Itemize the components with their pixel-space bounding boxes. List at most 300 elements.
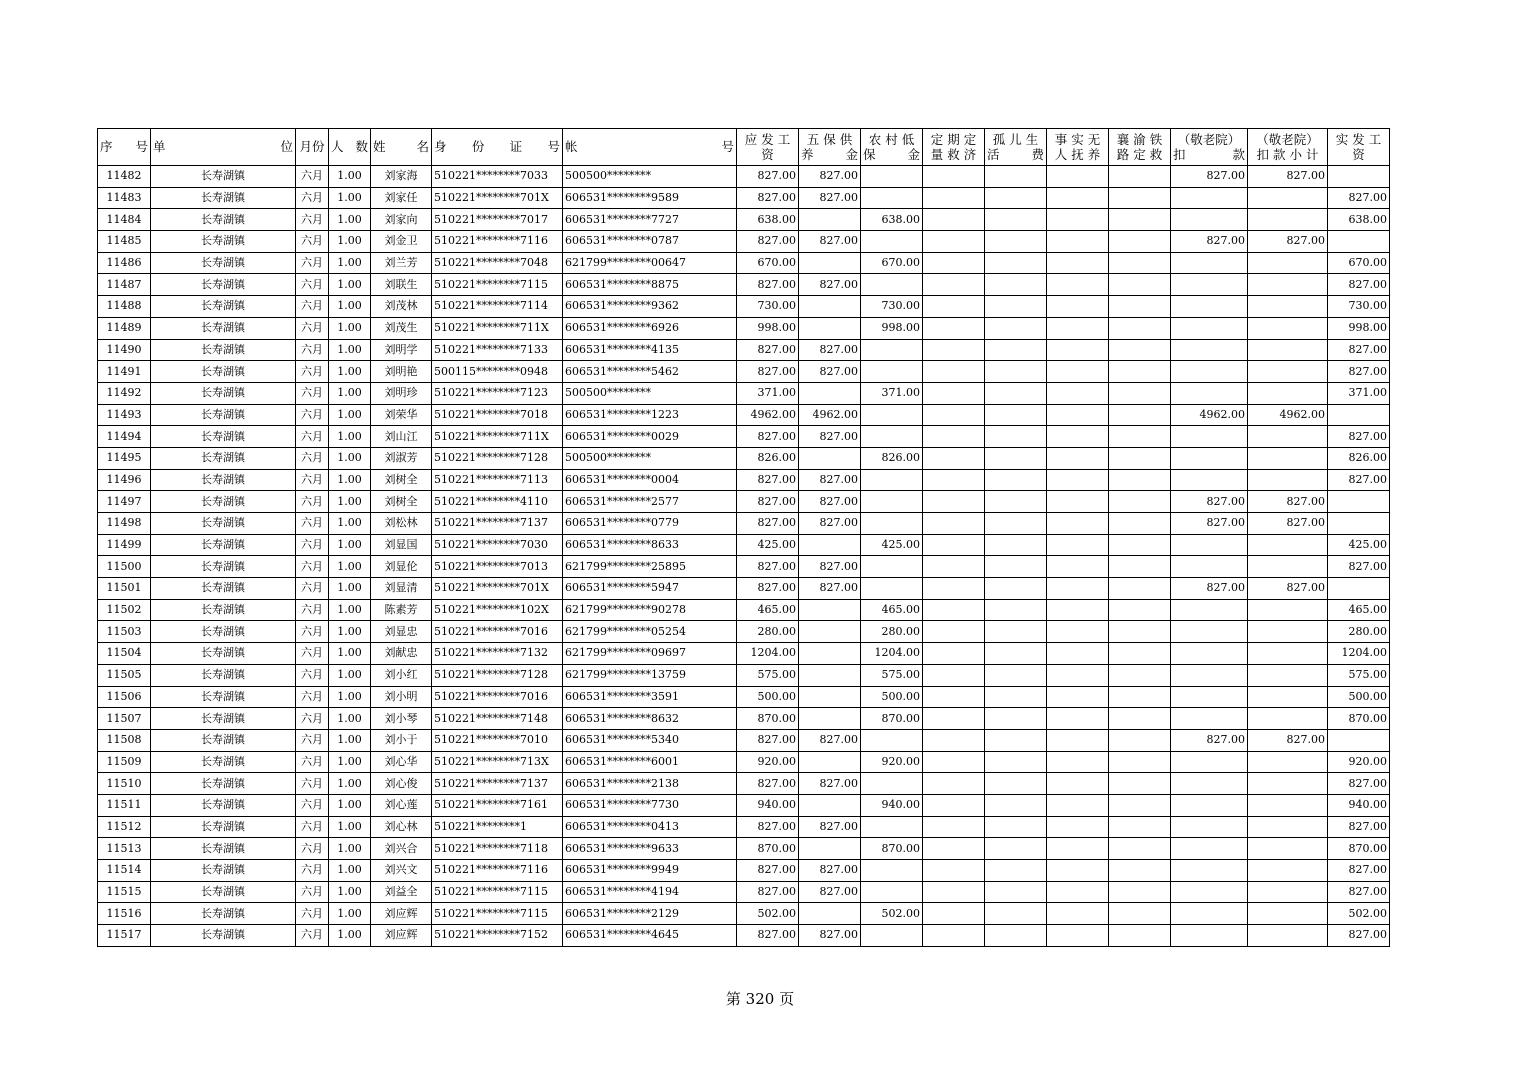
cell-unit: 长寿湖镇 bbox=[151, 599, 296, 621]
cell-jlyxj bbox=[1248, 903, 1328, 925]
cell-payable: 827.00 bbox=[737, 231, 799, 253]
table-row bbox=[98, 209, 1390, 231]
cell-count: 1.00 bbox=[329, 274, 371, 296]
cell-dl bbox=[923, 231, 985, 253]
cell-count: 1.00 bbox=[329, 621, 371, 643]
table-row bbox=[98, 187, 1390, 209]
cell-payable: 827.00 bbox=[737, 773, 799, 795]
cell-name: 刘茂林 bbox=[371, 296, 432, 318]
cell-jlyk: 827.00 bbox=[1171, 166, 1248, 188]
cell-count: 1.00 bbox=[329, 534, 371, 556]
cell-ge bbox=[985, 317, 1047, 339]
table-row bbox=[98, 166, 1390, 188]
header-month: 月份 bbox=[296, 129, 329, 166]
header-unit: 单 位 bbox=[151, 129, 296, 166]
cell-wubao bbox=[799, 708, 861, 730]
cell-count: 1.00 bbox=[329, 447, 371, 469]
cell-jlyxj bbox=[1248, 773, 1328, 795]
cell-month: 六月 bbox=[296, 447, 329, 469]
cell-ge bbox=[985, 426, 1047, 448]
cell-seq: 11492 bbox=[98, 382, 151, 404]
cell-dibao bbox=[861, 166, 923, 188]
cell-name: 刘应辉 bbox=[371, 903, 432, 925]
cell-payable: 940.00 bbox=[737, 794, 799, 816]
header-count: 人 数 bbox=[329, 129, 371, 166]
cell-dibao bbox=[861, 816, 923, 838]
cell-jlyxj bbox=[1248, 469, 1328, 491]
cell-wubao: 827.00 bbox=[799, 274, 861, 296]
cell-dl bbox=[923, 166, 985, 188]
cell-account: 606531********5462 bbox=[563, 361, 737, 383]
cell-jlyk bbox=[1171, 621, 1248, 643]
cell-account: 606531********7727 bbox=[563, 209, 737, 231]
cell-name: 刘兴合 bbox=[371, 838, 432, 860]
cell-seq: 11503 bbox=[98, 621, 151, 643]
cell-id: 510221********7116 bbox=[432, 860, 563, 882]
cell-wubao bbox=[799, 794, 861, 816]
cell-month: 六月 bbox=[296, 816, 329, 838]
cell-ss bbox=[1047, 751, 1109, 773]
cell-seq: 11496 bbox=[98, 469, 151, 491]
cell-jlyk bbox=[1171, 361, 1248, 383]
cell-account: 621799********90278 bbox=[563, 599, 737, 621]
cell-jlyxj bbox=[1248, 621, 1328, 643]
cell-ge bbox=[985, 469, 1047, 491]
cell-ss bbox=[1047, 664, 1109, 686]
cell-name: 刘明学 bbox=[371, 339, 432, 361]
cell-account: 621799********13759 bbox=[563, 664, 737, 686]
table-row bbox=[98, 274, 1390, 296]
table-row bbox=[98, 664, 1390, 686]
cell-name: 刘家向 bbox=[371, 209, 432, 231]
cell-jlyxj: 827.00 bbox=[1248, 513, 1328, 535]
cell-name: 刘淑芳 bbox=[371, 447, 432, 469]
cell-jlyxj: 4962.00 bbox=[1248, 404, 1328, 426]
cell-ge bbox=[985, 382, 1047, 404]
cell-jlyxj: 827.00 bbox=[1248, 231, 1328, 253]
cell-jlyxj bbox=[1248, 794, 1328, 816]
cell-dibao: 280.00 bbox=[861, 621, 923, 643]
cell-dl bbox=[923, 556, 985, 578]
cell-month: 六月 bbox=[296, 860, 329, 882]
cell-dl bbox=[923, 881, 985, 903]
cell-count: 1.00 bbox=[329, 231, 371, 253]
cell-jlyxj: 827.00 bbox=[1248, 166, 1328, 188]
table-row bbox=[98, 404, 1390, 426]
cell-id: 510221********7128 bbox=[432, 447, 563, 469]
cell-unit: 长寿湖镇 bbox=[151, 925, 296, 947]
cell-actual: 827.00 bbox=[1328, 361, 1390, 383]
cell-unit: 长寿湖镇 bbox=[151, 578, 296, 600]
cell-unit: 长寿湖镇 bbox=[151, 166, 296, 188]
cell-xy bbox=[1109, 469, 1171, 491]
cell-dibao bbox=[861, 578, 923, 600]
cell-account: 606531********4194 bbox=[563, 881, 737, 903]
header-seq: 序 号 bbox=[98, 129, 151, 166]
cell-dl bbox=[923, 860, 985, 882]
header-actual: 实 发 工 资 bbox=[1328, 129, 1390, 166]
cell-xy bbox=[1109, 317, 1171, 339]
table-row bbox=[98, 686, 1390, 708]
table-row bbox=[98, 513, 1390, 535]
cell-wubao: 4962.00 bbox=[799, 404, 861, 426]
cell-actual: 827.00 bbox=[1328, 426, 1390, 448]
cell-account: 606531********2577 bbox=[563, 491, 737, 513]
cell-jlyxj bbox=[1248, 361, 1328, 383]
cell-id: 510221********7018 bbox=[432, 404, 563, 426]
cell-ge bbox=[985, 621, 1047, 643]
table-row bbox=[98, 231, 1390, 253]
cell-month: 六月 bbox=[296, 209, 329, 231]
cell-ss bbox=[1047, 491, 1109, 513]
cell-jlyk bbox=[1171, 925, 1248, 947]
cell-xy bbox=[1109, 816, 1171, 838]
cell-seq: 11514 bbox=[98, 860, 151, 882]
cell-id: 510221********7137 bbox=[432, 513, 563, 535]
header-guer: 孤 儿 生 活 费 bbox=[985, 129, 1047, 166]
cell-payable: 730.00 bbox=[737, 296, 799, 318]
cell-jlyk bbox=[1171, 534, 1248, 556]
cell-actual bbox=[1328, 231, 1390, 253]
cell-account: 606531********1223 bbox=[563, 404, 737, 426]
cell-jlyxj bbox=[1248, 296, 1328, 318]
cell-dl bbox=[923, 925, 985, 947]
cell-actual: 827.00 bbox=[1328, 187, 1390, 209]
cell-actual bbox=[1328, 404, 1390, 426]
cell-payable: 465.00 bbox=[737, 599, 799, 621]
cell-id: 510221********7118 bbox=[432, 838, 563, 860]
cell-ge bbox=[985, 274, 1047, 296]
cell-dibao bbox=[861, 881, 923, 903]
cell-xy bbox=[1109, 643, 1171, 665]
cell-name: 刘明艳 bbox=[371, 361, 432, 383]
cell-dl bbox=[923, 209, 985, 231]
cell-payable: 827.00 bbox=[737, 426, 799, 448]
cell-ge bbox=[985, 664, 1047, 686]
cell-wubao: 827.00 bbox=[799, 426, 861, 448]
cell-id: 510221********701X bbox=[432, 187, 563, 209]
cell-wubao: 827.00 bbox=[799, 231, 861, 253]
cell-actual: 827.00 bbox=[1328, 339, 1390, 361]
cell-ss bbox=[1047, 816, 1109, 838]
cell-month: 六月 bbox=[296, 729, 329, 751]
cell-ge bbox=[985, 773, 1047, 795]
cell-ge bbox=[985, 686, 1047, 708]
cell-month: 六月 bbox=[296, 686, 329, 708]
cell-account: 606531********9949 bbox=[563, 860, 737, 882]
cell-payable: 827.00 bbox=[737, 187, 799, 209]
cell-actual: 827.00 bbox=[1328, 773, 1390, 795]
cell-account: 606531********9633 bbox=[563, 838, 737, 860]
cell-xy bbox=[1109, 231, 1171, 253]
cell-jlyxj bbox=[1248, 426, 1328, 448]
cell-account: 606531********5947 bbox=[563, 578, 737, 600]
cell-ge bbox=[985, 361, 1047, 383]
cell-dibao bbox=[861, 925, 923, 947]
cell-account: 606531********2138 bbox=[563, 773, 737, 795]
cell-jlyxj: 827.00 bbox=[1248, 491, 1328, 513]
cell-seq: 11488 bbox=[98, 296, 151, 318]
table-header bbox=[98, 129, 1390, 166]
cell-account: 606531********8632 bbox=[563, 708, 737, 730]
cell-count: 1.00 bbox=[329, 404, 371, 426]
cell-account: 606531********0004 bbox=[563, 469, 737, 491]
cell-dl bbox=[923, 773, 985, 795]
cell-jlyxj bbox=[1248, 816, 1328, 838]
cell-name: 刘显国 bbox=[371, 534, 432, 556]
cell-jlyk bbox=[1171, 317, 1248, 339]
cell-xy bbox=[1109, 664, 1171, 686]
cell-payable: 670.00 bbox=[737, 252, 799, 274]
cell-name: 刘心莲 bbox=[371, 794, 432, 816]
cell-wubao: 827.00 bbox=[799, 860, 861, 882]
cell-dibao: 870.00 bbox=[861, 708, 923, 730]
cell-month: 六月 bbox=[296, 469, 329, 491]
cell-unit: 长寿湖镇 bbox=[151, 317, 296, 339]
cell-month: 六月 bbox=[296, 274, 329, 296]
cell-seq: 11510 bbox=[98, 773, 151, 795]
cell-month: 六月 bbox=[296, 773, 329, 795]
relief-payment-table bbox=[97, 128, 1390, 947]
cell-dibao: 870.00 bbox=[861, 838, 923, 860]
cell-xy bbox=[1109, 404, 1171, 426]
cell-ss bbox=[1047, 317, 1109, 339]
cell-count: 1.00 bbox=[329, 513, 371, 535]
cell-wubao: 827.00 bbox=[799, 773, 861, 795]
cell-seq: 11517 bbox=[98, 925, 151, 947]
cell-payable: 827.00 bbox=[737, 274, 799, 296]
cell-unit: 长寿湖镇 bbox=[151, 382, 296, 404]
cell-payable: 827.00 bbox=[737, 556, 799, 578]
cell-month: 六月 bbox=[296, 513, 329, 535]
cell-count: 1.00 bbox=[329, 599, 371, 621]
cell-payable: 1204.00 bbox=[737, 643, 799, 665]
cell-id: 510221********7016 bbox=[432, 686, 563, 708]
page-number: 第 320 页 bbox=[725, 990, 795, 1008]
cell-wubao bbox=[799, 382, 861, 404]
cell-seq: 11489 bbox=[98, 317, 151, 339]
cell-seq: 11497 bbox=[98, 491, 151, 513]
cell-name: 刘小红 bbox=[371, 664, 432, 686]
table-row bbox=[98, 751, 1390, 773]
header-xiangyu: 襄 渝 铁 路 定 救 bbox=[1109, 129, 1171, 166]
cell-dl bbox=[923, 296, 985, 318]
cell-unit: 长寿湖镇 bbox=[151, 339, 296, 361]
cell-seq: 11506 bbox=[98, 686, 151, 708]
cell-month: 六月 bbox=[296, 751, 329, 773]
cell-jlyk bbox=[1171, 751, 1248, 773]
cell-dibao: 1204.00 bbox=[861, 643, 923, 665]
cell-account: 606531********2129 bbox=[563, 903, 737, 925]
cell-payable: 4962.00 bbox=[737, 404, 799, 426]
cell-actual: 920.00 bbox=[1328, 751, 1390, 773]
cell-name: 刘松林 bbox=[371, 513, 432, 535]
cell-unit: 长寿湖镇 bbox=[151, 296, 296, 318]
cell-payable: 502.00 bbox=[737, 903, 799, 925]
cell-ss bbox=[1047, 252, 1109, 274]
cell-id: 510221********7148 bbox=[432, 708, 563, 730]
cell-dibao bbox=[861, 729, 923, 751]
cell-dl bbox=[923, 794, 985, 816]
cell-actual: 670.00 bbox=[1328, 252, 1390, 274]
table-row bbox=[98, 838, 1390, 860]
cell-xy bbox=[1109, 361, 1171, 383]
cell-name: 陈素芳 bbox=[371, 599, 432, 621]
cell-dibao bbox=[861, 491, 923, 513]
cell-dl bbox=[923, 447, 985, 469]
cell-count: 1.00 bbox=[329, 925, 371, 947]
cell-dibao: 465.00 bbox=[861, 599, 923, 621]
cell-wubao: 827.00 bbox=[799, 578, 861, 600]
cell-jlyk bbox=[1171, 469, 1248, 491]
cell-jlyxj bbox=[1248, 643, 1328, 665]
cell-name: 刘金卫 bbox=[371, 231, 432, 253]
header-name: 姓 名 bbox=[371, 129, 432, 166]
cell-name: 刘兰芳 bbox=[371, 252, 432, 274]
cell-month: 六月 bbox=[296, 794, 329, 816]
cell-id: 510221********7161 bbox=[432, 794, 563, 816]
cell-jlyk: 827.00 bbox=[1171, 578, 1248, 600]
cell-dl bbox=[923, 187, 985, 209]
cell-count: 1.00 bbox=[329, 252, 371, 274]
cell-wubao bbox=[799, 317, 861, 339]
cell-ss bbox=[1047, 296, 1109, 318]
cell-unit: 长寿湖镇 bbox=[151, 860, 296, 882]
cell-actual: 280.00 bbox=[1328, 621, 1390, 643]
cell-id: 510221********7033 bbox=[432, 166, 563, 188]
table-row bbox=[98, 534, 1390, 556]
cell-xy bbox=[1109, 708, 1171, 730]
header-jly-kk: （敬老院） 扣 款 bbox=[1171, 129, 1248, 166]
cell-jlyxj bbox=[1248, 925, 1328, 947]
cell-ss bbox=[1047, 513, 1109, 535]
cell-jlyk: 827.00 bbox=[1171, 729, 1248, 751]
cell-id: 510221********7133 bbox=[432, 339, 563, 361]
cell-wubao: 827.00 bbox=[799, 361, 861, 383]
cell-name: 刘家任 bbox=[371, 187, 432, 209]
cell-unit: 长寿湖镇 bbox=[151, 881, 296, 903]
cell-account: 621799********00647 bbox=[563, 252, 737, 274]
cell-unit: 长寿湖镇 bbox=[151, 491, 296, 513]
cell-ss bbox=[1047, 708, 1109, 730]
cell-month: 六月 bbox=[296, 599, 329, 621]
cell-xy bbox=[1109, 686, 1171, 708]
cell-jlyxj bbox=[1248, 382, 1328, 404]
cell-count: 1.00 bbox=[329, 317, 371, 339]
cell-name: 刘心俊 bbox=[371, 773, 432, 795]
cell-ge bbox=[985, 491, 1047, 513]
cell-jlyk bbox=[1171, 296, 1248, 318]
cell-jlyk bbox=[1171, 816, 1248, 838]
cell-unit: 长寿湖镇 bbox=[151, 838, 296, 860]
cell-ge bbox=[985, 751, 1047, 773]
cell-wubao bbox=[799, 209, 861, 231]
cell-seq: 11490 bbox=[98, 339, 151, 361]
cell-dl bbox=[923, 838, 985, 860]
cell-month: 六月 bbox=[296, 491, 329, 513]
cell-dibao bbox=[861, 513, 923, 535]
cell-jlyk bbox=[1171, 664, 1248, 686]
cell-actual: 730.00 bbox=[1328, 296, 1390, 318]
cell-wubao bbox=[799, 751, 861, 773]
cell-account: 606531********6001 bbox=[563, 751, 737, 773]
cell-id: 510221********7132 bbox=[432, 643, 563, 665]
cell-jlyxj bbox=[1248, 534, 1328, 556]
cell-unit: 长寿湖镇 bbox=[151, 447, 296, 469]
cell-dibao: 638.00 bbox=[861, 209, 923, 231]
cell-month: 六月 bbox=[296, 252, 329, 274]
cell-seq: 11495 bbox=[98, 447, 151, 469]
cell-ss bbox=[1047, 621, 1109, 643]
cell-dl bbox=[923, 643, 985, 665]
cell-xy bbox=[1109, 339, 1171, 361]
cell-jlyk bbox=[1171, 903, 1248, 925]
cell-ss bbox=[1047, 339, 1109, 361]
cell-month: 六月 bbox=[296, 556, 329, 578]
cell-count: 1.00 bbox=[329, 469, 371, 491]
cell-seq: 11509 bbox=[98, 751, 151, 773]
cell-name: 刘心林 bbox=[371, 816, 432, 838]
cell-unit: 长寿湖镇 bbox=[151, 274, 296, 296]
cell-dibao: 371.00 bbox=[861, 382, 923, 404]
cell-count: 1.00 bbox=[329, 426, 371, 448]
table-row bbox=[98, 339, 1390, 361]
cell-jlyk bbox=[1171, 447, 1248, 469]
cell-ge bbox=[985, 187, 1047, 209]
cell-jlyk bbox=[1171, 643, 1248, 665]
header-id: 身 份 证 号 bbox=[432, 129, 563, 166]
cell-seq: 11508 bbox=[98, 729, 151, 751]
cell-ss bbox=[1047, 187, 1109, 209]
cell-count: 1.00 bbox=[329, 209, 371, 231]
cell-dl bbox=[923, 686, 985, 708]
cell-count: 1.00 bbox=[329, 166, 371, 188]
cell-name: 刘荣华 bbox=[371, 404, 432, 426]
cell-ge bbox=[985, 881, 1047, 903]
cell-id: 510221********7013 bbox=[432, 556, 563, 578]
cell-ge bbox=[985, 339, 1047, 361]
cell-payable: 638.00 bbox=[737, 209, 799, 231]
cell-xy bbox=[1109, 426, 1171, 448]
cell-ss bbox=[1047, 838, 1109, 860]
table-row bbox=[98, 599, 1390, 621]
cell-id: 510221********4110 bbox=[432, 491, 563, 513]
table-row bbox=[98, 860, 1390, 882]
cell-count: 1.00 bbox=[329, 881, 371, 903]
cell-dibao: 940.00 bbox=[861, 794, 923, 816]
cell-month: 六月 bbox=[296, 382, 329, 404]
cell-xy bbox=[1109, 274, 1171, 296]
cell-ge bbox=[985, 599, 1047, 621]
cell-ss bbox=[1047, 643, 1109, 665]
cell-dibao: 425.00 bbox=[861, 534, 923, 556]
cell-id: 510221********711X bbox=[432, 426, 563, 448]
cell-id: 510221********7123 bbox=[432, 382, 563, 404]
cell-payable: 870.00 bbox=[737, 838, 799, 860]
cell-count: 1.00 bbox=[329, 773, 371, 795]
cell-wubao: 827.00 bbox=[799, 729, 861, 751]
table-row bbox=[98, 816, 1390, 838]
cell-ge bbox=[985, 816, 1047, 838]
cell-dl bbox=[923, 426, 985, 448]
cell-ge bbox=[985, 447, 1047, 469]
cell-seq: 11512 bbox=[98, 816, 151, 838]
cell-actual: 638.00 bbox=[1328, 209, 1390, 231]
cell-id: 510221********701X bbox=[432, 578, 563, 600]
cell-month: 六月 bbox=[296, 317, 329, 339]
cell-xy bbox=[1109, 925, 1171, 947]
cell-name: 刘献忠 bbox=[371, 643, 432, 665]
